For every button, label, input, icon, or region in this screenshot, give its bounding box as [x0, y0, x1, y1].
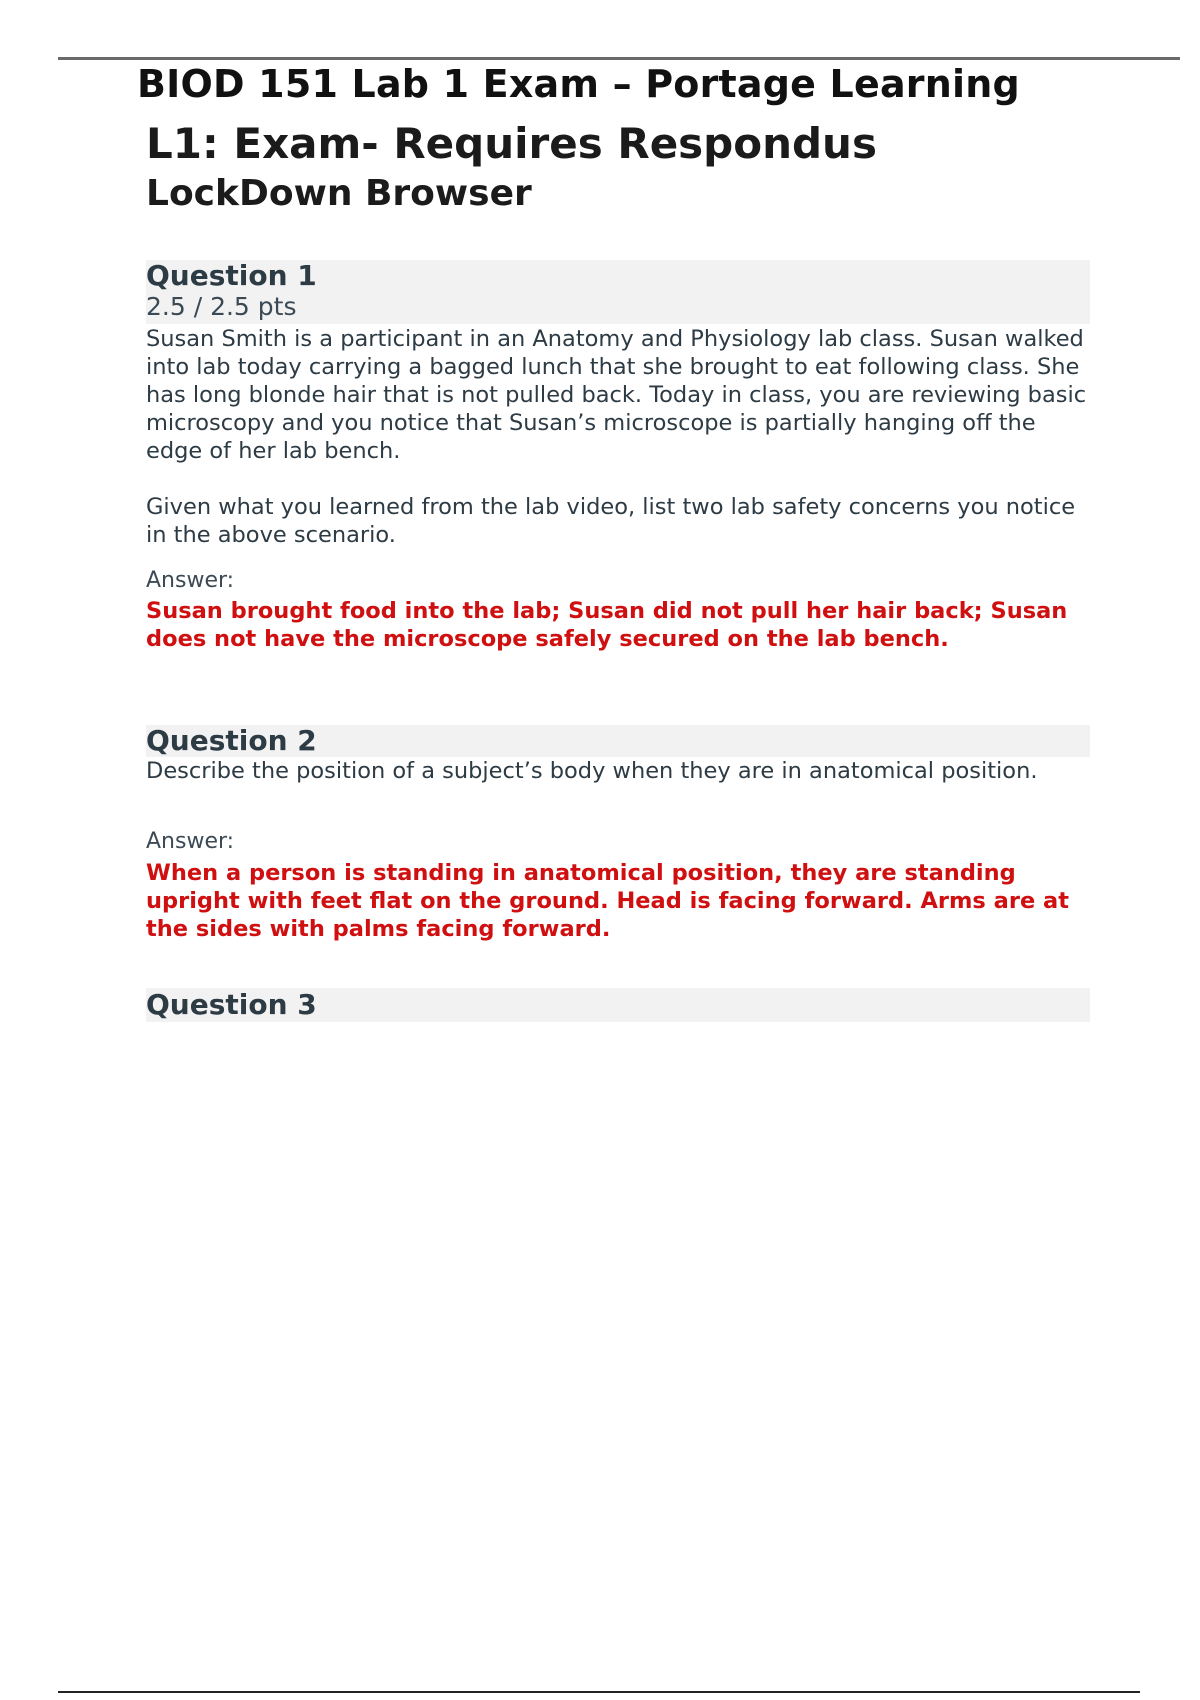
question-2-answer: When a person is standing in anatomical position, they are standing upright with feet flat on the ground. Head is facing forward. Arms are at the sides with palms facing forward. — [146, 860, 1069, 942]
question-1-points: 2.5 / 2.5 pts — [146, 292, 297, 321]
question-2-answer-label: Answer: — [146, 829, 235, 854]
bottom-rule — [58, 1691, 1140, 1693]
exam-title-line1: L1: Exam- Requires Respondus — [146, 119, 877, 168]
question-2-header — [146, 725, 1090, 757]
question-3-header — [146, 988, 1090, 1022]
exam-title — [146, 118, 1106, 218]
question-1-prompt-2: Given what you learned from the lab video, list two lab safety concerns you notice in the above scenario. — [146, 494, 1076, 548]
question-1-header — [146, 260, 1090, 324]
question-1-answer-label: Answer: — [146, 568, 235, 593]
question-2-prompt: Describe the position of a subject’s body when they are in anatomical position. — [146, 758, 1038, 784]
question-1-prompt: Susan Smith is a participant in an Anatomy and Physiology lab class. Susan walked into lab today carrying a bagged lunch that she brought to eat following class. She has long blonde hair that is not pulled back. Today in class, you are reviewing basic microscopy and you notice that Susan’s microscope is partially hanging off the edge of her lab bench. — [146, 326, 1087, 464]
question-3-title: Question 3 — [146, 988, 317, 1021]
top-rule — [58, 57, 1180, 60]
question-1-answer: Susan brought food into the lab; Susan did not pull her hair back; Susan does not have the microscope safely secured on the lab bench. — [146, 598, 1068, 652]
exam-title-line2: LockDown Browser — [146, 173, 532, 214]
question-2-title: Question 2 — [146, 724, 317, 757]
document-title: BIOD 151 Lab 1 Exam – Portage Learning — [137, 62, 1020, 106]
question-1-title: Question 1 — [146, 259, 317, 292]
